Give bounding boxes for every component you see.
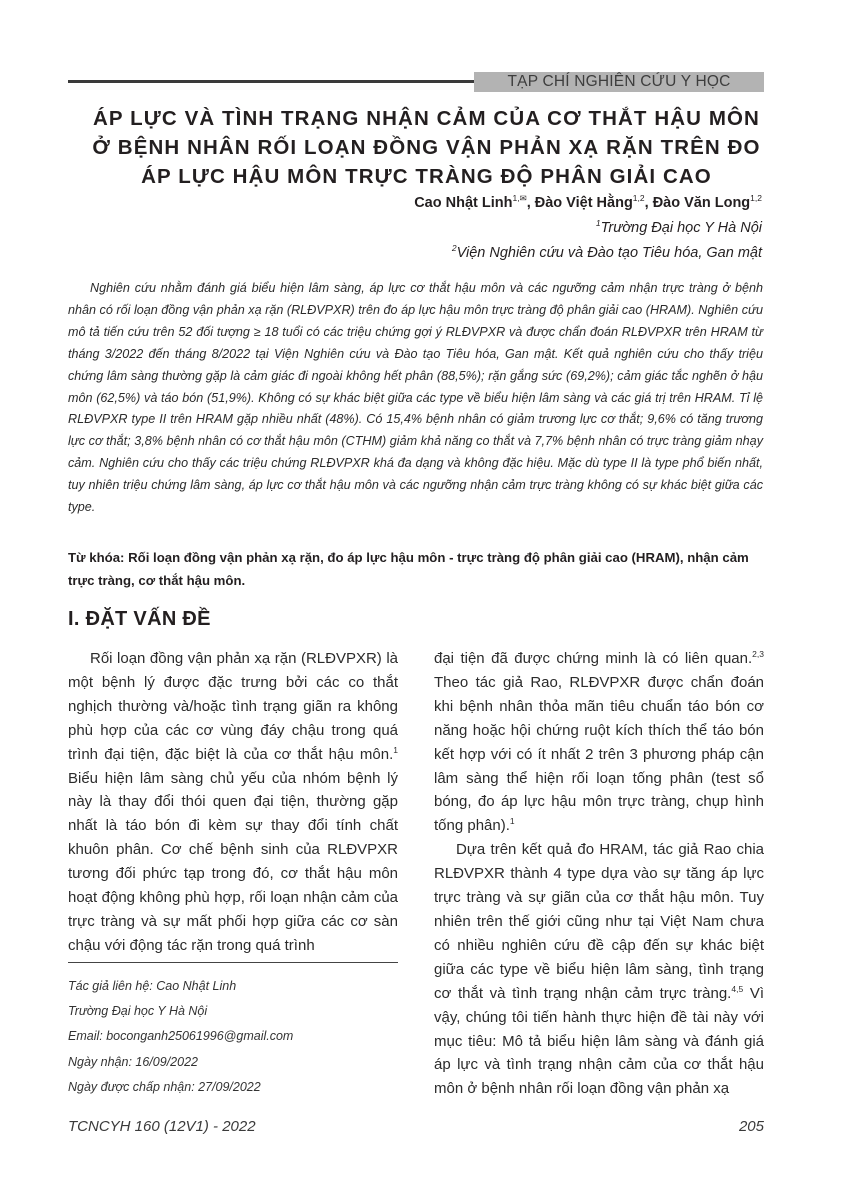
header-rule [68,80,474,83]
affiliation-text: Viện Nghiên cứu và Đào tạo Tiêu hóa, Gan mật [456,244,762,261]
author-affiliation-mark: 1,✉ [512,193,527,203]
body-paragraph [68,647,398,958]
author-name: Đào Văn Long [652,194,751,211]
author-list [414,193,762,211]
footnote-line: Trường Đại học Y Hà Nội [68,1004,208,1019]
paragraph-text: Vì vậy, chúng tôi tiến hành thực hiện đề tài này với mục tiêu: Mô tả biểu hiện lâm sàng và đánh giá áp lực và tình trạng nhận cảm của cơ thắt hậu môn ở bệnh nhân rối loạn đồng vận phản xạ [434,984,765,1098]
author-affiliation-mark: 1,2 [750,193,762,203]
footer-citation: TCNCYH 160 (12V1) - 2022 [68,1118,256,1135]
article-title [60,104,793,191]
footnote-line: Ngày được chấp nhận: 27/09/2022 [68,1079,261,1094]
title-line: ÁP LỰC HẬU MÔN TRỰC TRÀNG ĐỘ PHÂN GIẢI CAO [141,165,712,188]
paragraph-text: Theo tác giả Rao, RLĐVPXR được chẩn đoán khi bệnh nhân thỏa mãn tiêu chuẩn táo bón cơ năng hoặc hội chứng ruột kích thích thể táo bón kết hợp với có ít nhất 2 trên 3 phương pháp cận lâm sàng thể hiện rối loạn tống phân (test sổ bóng, đo áp lực hậu môn trực tràng, chụp hình tống phân). [434,673,764,835]
author-affiliation-mark: 1,2 [632,193,645,203]
citation-mark: 2,3 [752,649,764,659]
affiliation-text: Trường Đại học Y Hà Nội [600,219,762,236]
keywords-label: Từ khóa: [68,550,125,565]
keywords-text: Rối loạn đồng vận phản xạ rặn, đo áp lực hậu môn - trực tràng độ phân giải cao (HRAM), nhận cảm trực tràng, cơ thắt hậu môn. [68,550,749,588]
affiliation [452,243,762,261]
keywords [68,547,763,592]
author-separator: , [526,194,535,211]
body-paragraph [434,647,764,838]
citation-mark: 1 [509,816,515,827]
correspondence-footnote [68,974,408,1100]
paragraph-text: Dựa trên kết quả đo HRAM, tác giả Rao chia RLĐVPXR thành 4 type dựa vào sự tăng áp lực trực tràng và sự giãn của cơ thắt hậu môn. Tuy nhiên trên thế giới cũng như tại Việt Nam chưa có nhiều nghiên cứu đề cập đến sự khác biệt giữa các type về biểu hiện lâm sàng, tình trạng cơ thắt và tình trạng nhận cảm trực tràng. [434,841,764,1002]
page-number: 205 [738,1118,764,1135]
body-column-right [434,647,764,1101]
footnote-line: Ngày nhận: 16/09/2022 [68,1054,198,1069]
paragraph-text: đại tiện đã được chứng minh là có liên quan. [434,650,753,667]
body-paragraph [434,838,764,1101]
affiliation-mark: 2 [451,243,457,253]
title-line: ÁP LỰC VÀ TÌNH TRẠNG NHẬN CẢM CỦA CƠ THẮT HẬU MÔN [93,107,760,130]
citation-mark: 4,5 [731,983,744,994]
citation-mark: 1 [393,744,398,755]
affiliation [596,218,762,236]
paragraph-text: Biểu hiện lâm sàng chủ yếu của nhóm bệnh lý này là thay đổi thói quen đại tiện, thường gặp nhất là táo bón đi kèm sự thay đổi tính chất khuôn phân. Cơ chế bệnh sinh của RLĐVPXR tương đối phức tạp trong đó, cơ thắt hậu môn hoạt động không phù hợp, rối loạn nhận cảm của trực tràng và sự mất phối hợp giữa các cơ sàn chậu với động tác rặn trong quá trình [68,769,398,954]
footnote-line: Email: boconganh25061996@gmail.com [68,1029,294,1044]
footnote-rule [68,962,398,963]
author-name: Cao Nhật Linh [414,194,513,211]
title-line: Ở BỆNH NHÂN RỐI LOẠN ĐỒNG VẬN PHẢN XẠ RẶN TRÊN ĐO [92,136,761,159]
abstract: Nghiên cứu nhằm đánh giá biểu hiện lâm sàng, áp lực cơ thắt hậu môn và các ngưỡng cảm nhận trực tràng ở bệnh nhân có rối loạn đồng vận phản xạ rặn (RLĐVPXR) trên đo áp lực hậu môn trực tràng độ phân giải cao (HRAM). Nghiên cứu mô tả tiến cứu trên 52 đối tượng ≥ 18 tuổi có các triệu chứng gợi ý RLĐVPXR và được chẩn đoán RLĐVPXR trên HRAM từ tháng 3/2022 đến tháng 8/2022 tại Viện Nghiên cứu và Đào tạo Tiêu hóa, Gan mật. Kết quả nghiên cứu cho thấy triệu chứng lâm sàng thường gặp là cảm giác đi ngoài không hết phân (88,5%); rặn gắng sức (69,2%); cảm giác tắc nghẽn ở hậu môn (62,5%) và táo bón (51,9%). Không có sự khác biệt giữa các type về biểu hiện lâm sàng và các giá trị trên HRAM. Tỉ lệ RLĐVPXR type II trên HRAM gặp nhiều nhất (48%). Có 15,4% bệnh nhân có giảm trương lực cơ thắt; 9,6% có tăng trương lực cơ thắt; 3,8% bệnh nhân có cơ thắt hậu môn (CTHM) giảm khả năng co thắt và 7,7% bệnh nhân có trực tràng giảm nhạy cảm. Nghiên cứu cho thấy các triệu chứng RLĐVPXR khá đa dạng và không đặc hiệu. Mặc dù type II là type phổ biến nhất, tuy nhiên triệu chứng lâm sàng, áp lực cơ thắt hậu môn và các ngưỡng nhận cảm trực tràng không có sự khác biệt giữa các type. [68,281,763,515]
body-column-left [68,647,398,958]
affiliation-mark: 1 [595,218,601,228]
paragraph-text: Rối loạn đồng vận phản xạ rặn (RLĐVPXR) là một bệnh lý được đặc trưng bởi các co thắt nghịch thường và/hoặc tình trạng giãn ra không phù hợp của các cơ vùng đáy chậu trong quá trình đại tiện, đặc biệt là của cơ thắt hậu môn. [68,650,398,763]
author-name: Đào Việt Hằng [534,194,633,211]
journal-banner: TẠP CHÍ NGHIÊN CỨU Y HỌC [474,72,764,92]
author-separator: , [644,194,653,211]
section-heading: I. ĐẶT VẤN ĐỀ [68,608,211,630]
footnote-line: Tác giả liên hệ: Cao Nhật Linh [68,979,237,993]
